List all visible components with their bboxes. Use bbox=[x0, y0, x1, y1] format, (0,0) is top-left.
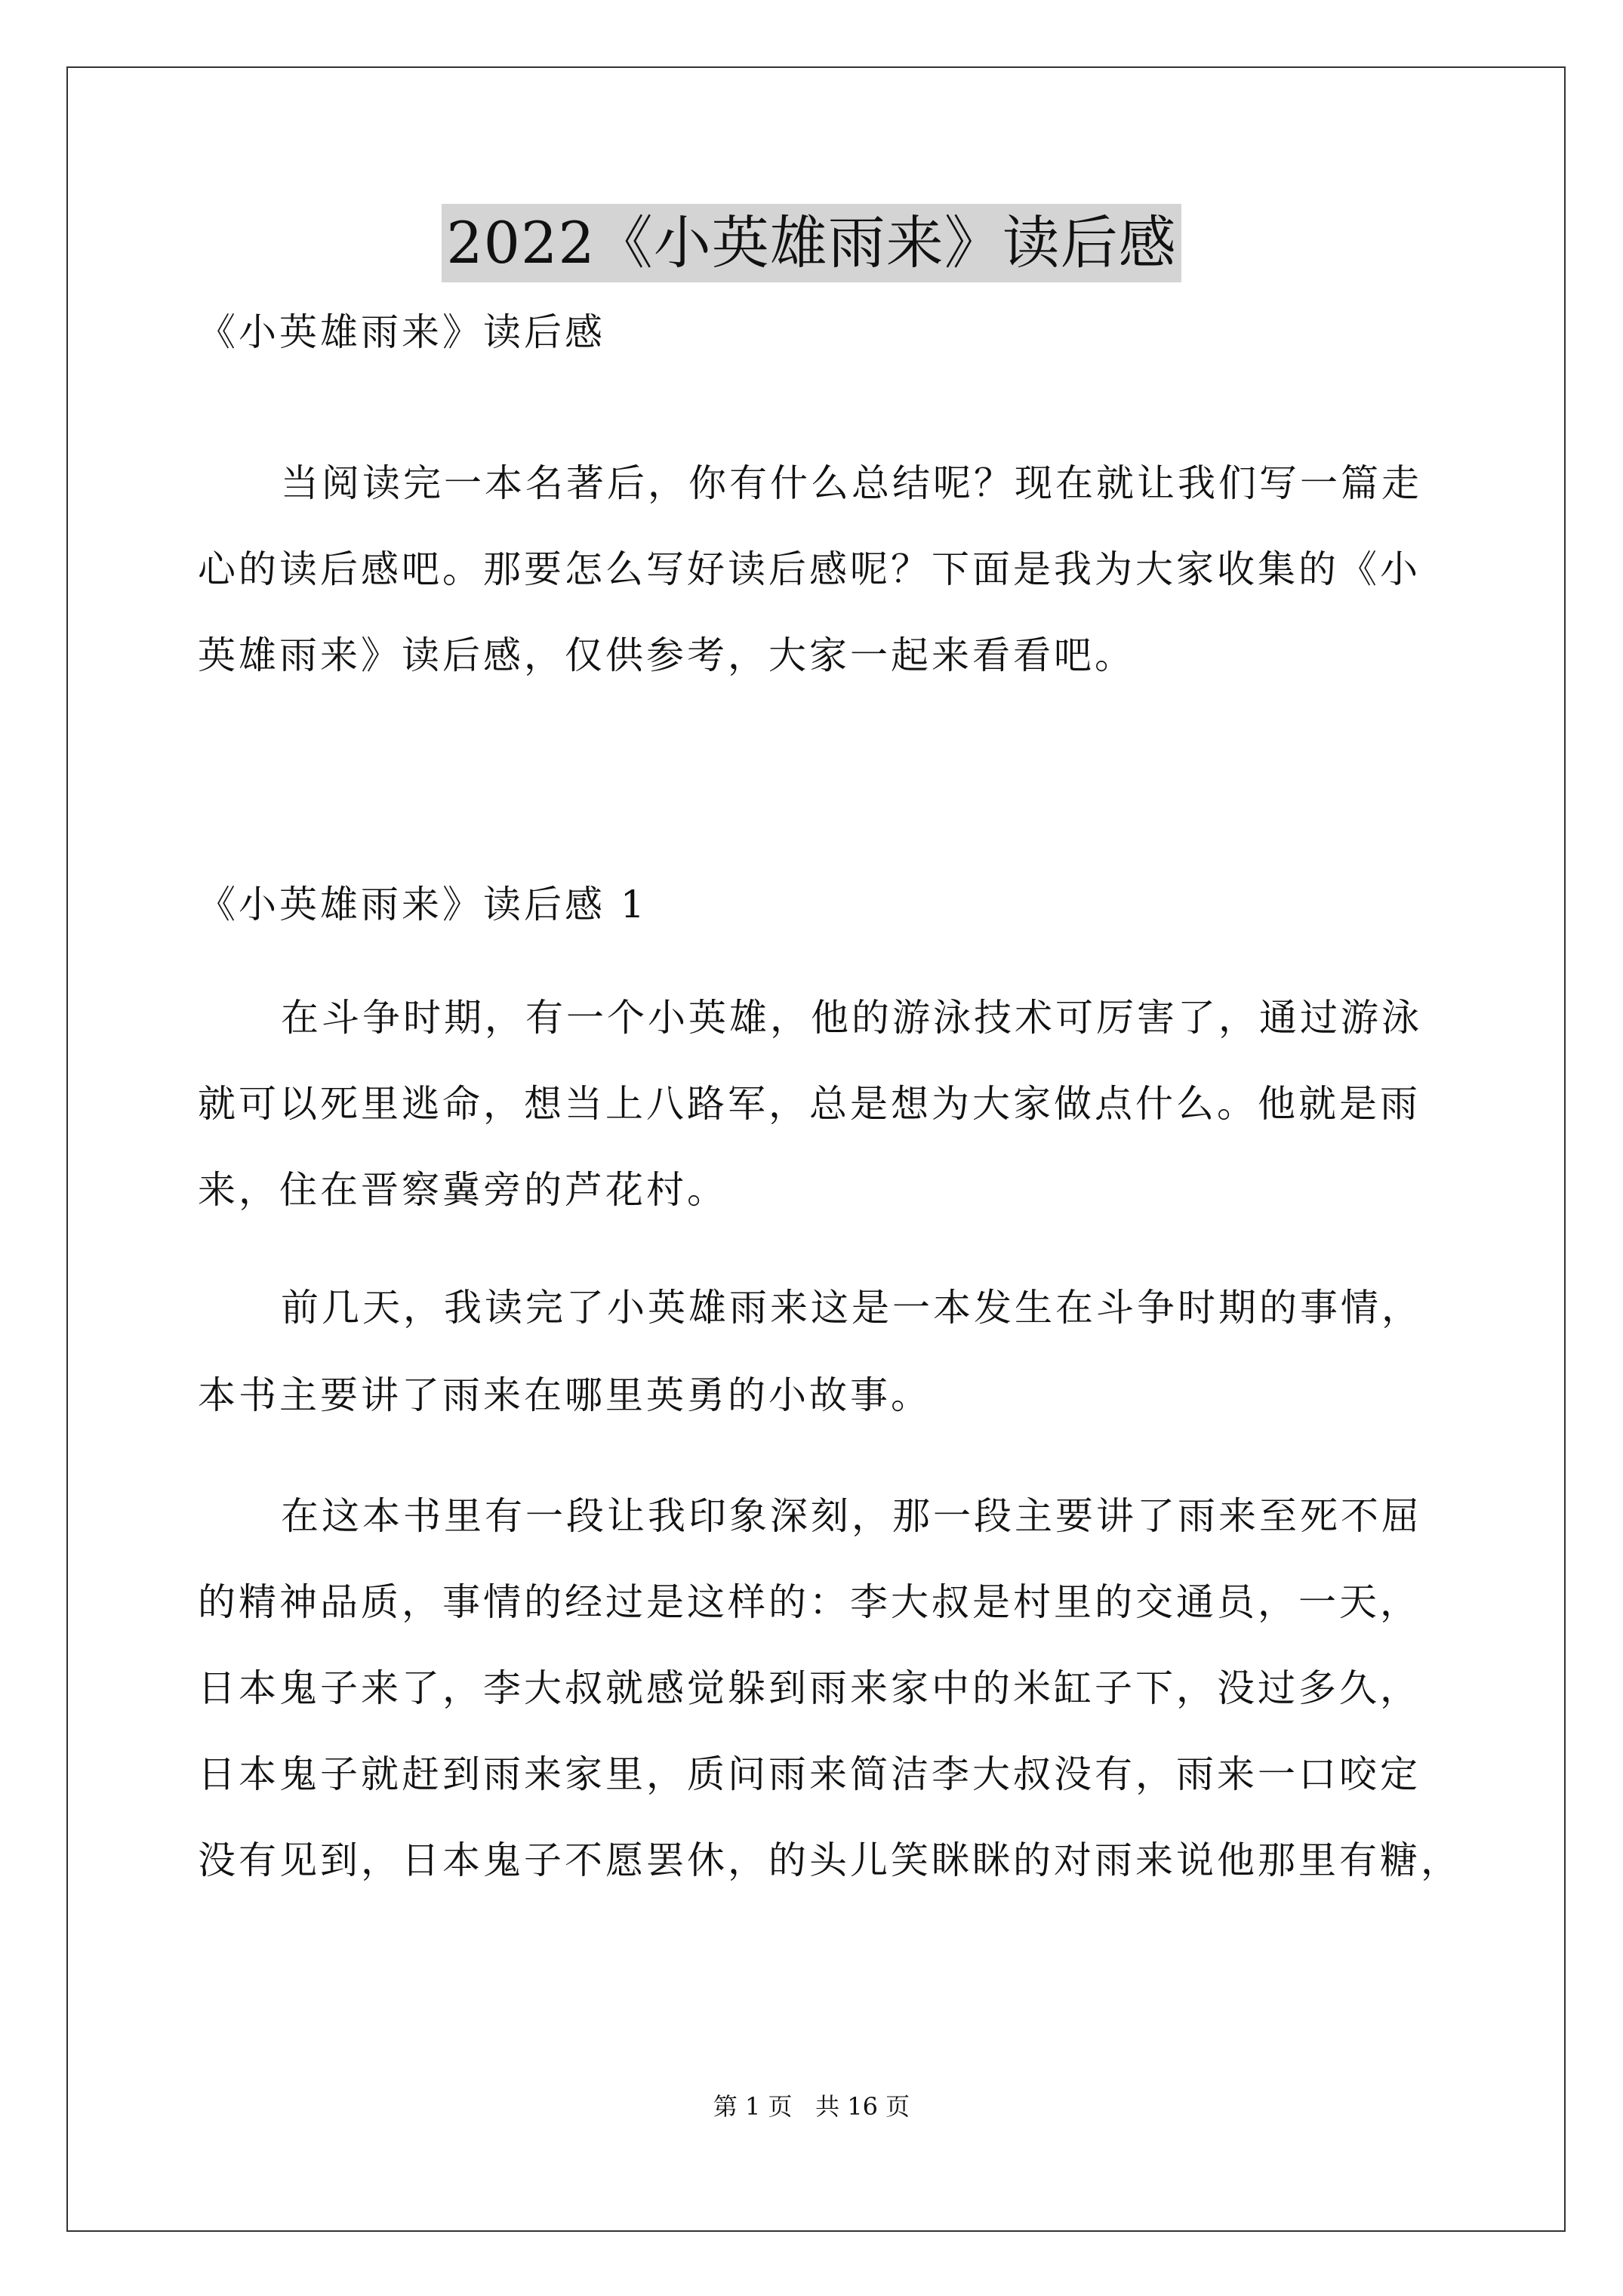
para2-line-2: 本书主要讲了雨来在哪里英勇的小故事。 bbox=[198, 1373, 932, 1417]
intro-line-1: 当阅读完一本名著后，你有什么总结呢？现在就让我们写一篇走 bbox=[281, 461, 1422, 505]
page-border bbox=[66, 66, 1566, 2232]
para2-line-1: 前几天，我读完了小英雄雨来这是一本发生在斗争时期的事情， bbox=[281, 1286, 1422, 1330]
document-title: 2022《小英雄雨来》读后感 bbox=[442, 204, 1181, 282]
para3-line-4: 日本鬼子就赶到雨来家里，质问雨来简洁李大叔没有，雨来一口咬定 bbox=[198, 1752, 1421, 1796]
para1-line-1: 在斗争时期，有一个小英雄，他的游泳技术可厉害了，通过游泳 bbox=[281, 996, 1422, 1040]
para1-line-3: 来，住在晋察冀旁的芦花村。 bbox=[198, 1168, 728, 1212]
subtitle: 《小英雄雨来》读后感 bbox=[198, 310, 605, 354]
intro-line-2: 心的读后感吧。那要怎么写好读后感呢？下面是我为大家收集的《小 bbox=[198, 547, 1421, 591]
para1-line-2: 就可以死里逃命，想当上八路军，总是想为大家做点什么。他就是雨 bbox=[198, 1082, 1421, 1126]
para3-line-2: 的精神品质，事情的经过是这样的：李大叔是村里的交通员，一天， bbox=[198, 1580, 1421, 1624]
page-number-footer: 第 1 页 共 16 页 bbox=[713, 2092, 910, 2121]
para3-line-5: 没有见到，日本鬼子不愿罢休，的头儿笑眯眯的对雨来说他那里有糖， bbox=[198, 1838, 1461, 1882]
intro-line-3: 英雄雨来》读后感，仅供参考，大家一起来看看吧。 bbox=[198, 633, 1135, 677]
para3-line-1: 在这本书里有一段让我印象深刻，那一段主要讲了雨来至死不屈 bbox=[281, 1494, 1422, 1538]
para3-line-3: 日本鬼子来了，李大叔就感觉躲到雨来家中的米缸子下，没过多久， bbox=[198, 1666, 1421, 1710]
title-container bbox=[0, 204, 1623, 282]
section-title: 《小英雄雨来》读后感 1 bbox=[198, 883, 648, 926]
